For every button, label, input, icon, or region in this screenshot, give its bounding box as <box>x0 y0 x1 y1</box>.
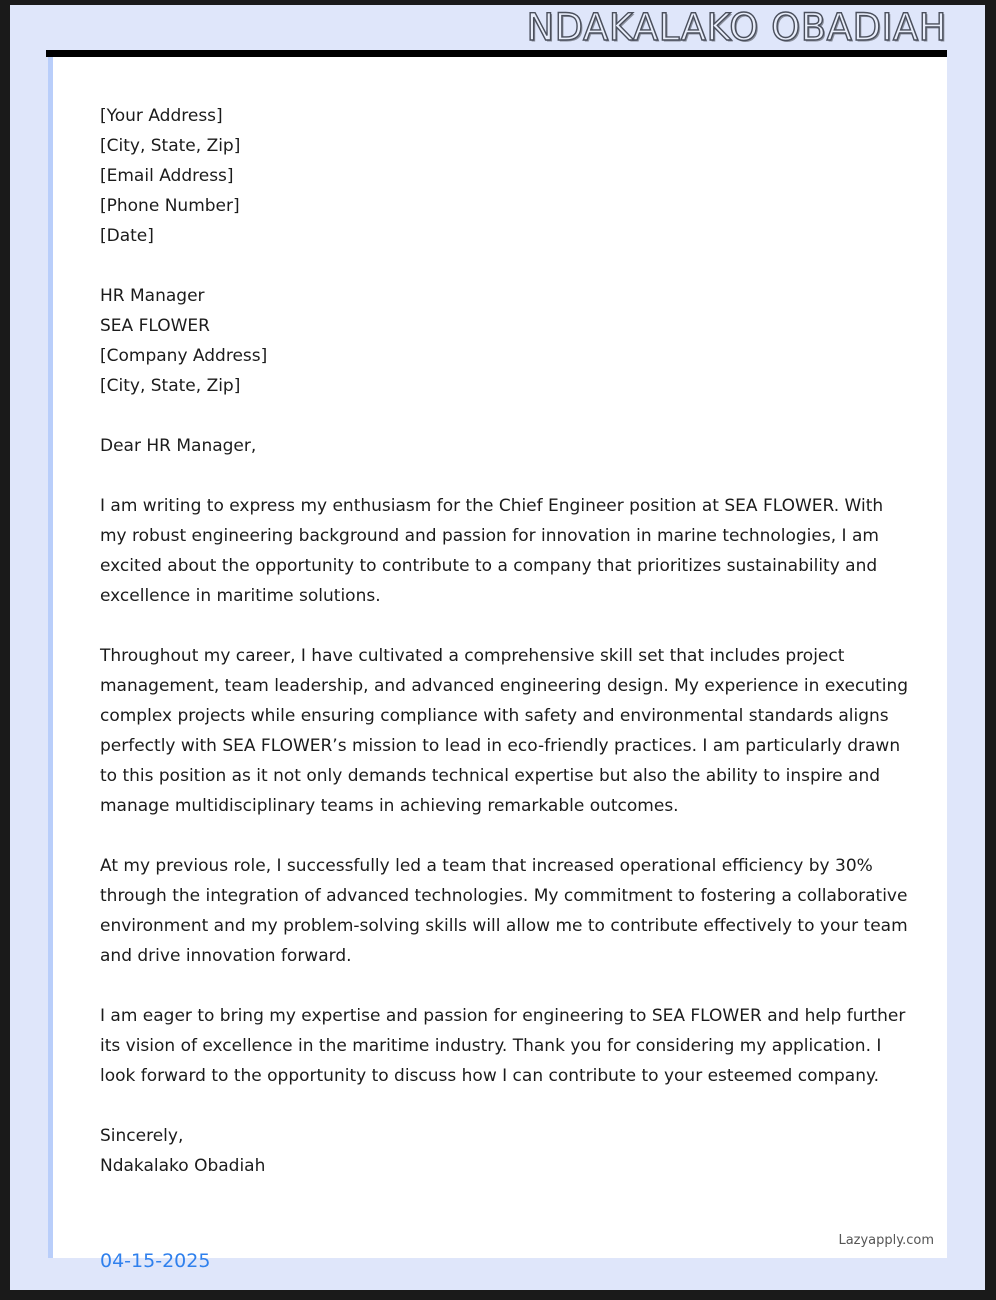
body-paragraph-2: Throughout my career, I have cultivated a comprehensive skill set that includes project management, team leadership, and advanced engineering design. My experience in executing complex projects while ensuring compliance with safety and environmental standards aligns perfectly with SEA FLOWER’s mission to lead in eco-friendly practices. I am particularly drawn to this position as it not only demands technical expertise but also the ability to inspire and manage multidisciplinary teams in achieving remarkable outcomes. <box>100 646 914 816</box>
spacer <box>100 821 910 851</box>
letter-content <box>100 101 914 1181</box>
recipient-address-block <box>100 281 910 401</box>
header-divider-rule <box>46 50 947 57</box>
sender-address-line: [Phone Number] <box>100 196 240 216</box>
body-paragraph-4: I am eager to bring my expertise and passion for engineering to SEA FLOWER and help further its vision of excellence in the maritime industry. Thank you for considering my application. I look forward to the opportunity to discuss how I can contribute to your esteemed company. <box>100 1006 911 1086</box>
closing-salutation: Sincerely, <box>100 1126 184 1146</box>
spacer <box>100 1091 910 1121</box>
salutation: Dear HR Manager, <box>100 436 257 456</box>
sender-address-line: [City, State, Zip] <box>100 136 241 156</box>
recipient-line: HR Manager <box>100 286 205 306</box>
sender-address-block <box>100 101 910 251</box>
recipient-line: SEA FLOWER <box>100 316 210 336</box>
recipient-line: [Company Address] <box>100 346 268 366</box>
recipient-line: [City, State, Zip] <box>100 376 241 396</box>
spacer <box>100 971 910 1001</box>
spacer <box>100 611 910 641</box>
document-date: 04-15-2025 <box>100 1250 211 1272</box>
applicant-name-heading: NDAKALAKO OBADIAH <box>526 6 947 49</box>
signature-name: Ndakalako Obadiah <box>100 1156 266 1176</box>
sender-address-line: [Your Address] <box>100 106 223 126</box>
spacer <box>100 401 910 431</box>
sender-address-line: [Date] <box>100 226 154 246</box>
letter-sheet <box>53 57 947 1258</box>
sender-address-line: [Email Address] <box>100 166 234 186</box>
body-paragraph-1: I am writing to express my enthusiasm for the Chief Engineer position at SEA FLOWER. With my robust engineering background and passion for innovation in marine technologies, I am excited about the opportunity to contribute to a company that prioritizes sustainability and excellence in maritime solutions. <box>100 496 889 606</box>
body-paragraph-3: At my previous role, I successfully led a team that increased operational efficiency by 30% through the integration of advanced technologies. My commitment to fostering a collaborative environment and my problem-solving skills will allow me to contribute effectively to your team and drive innovation forward. <box>100 856 914 966</box>
spacer <box>100 461 910 491</box>
letterhead <box>10 5 985 50</box>
spacer <box>100 251 910 281</box>
lazyapply-watermark: Lazyapply.com <box>838 1233 934 1248</box>
